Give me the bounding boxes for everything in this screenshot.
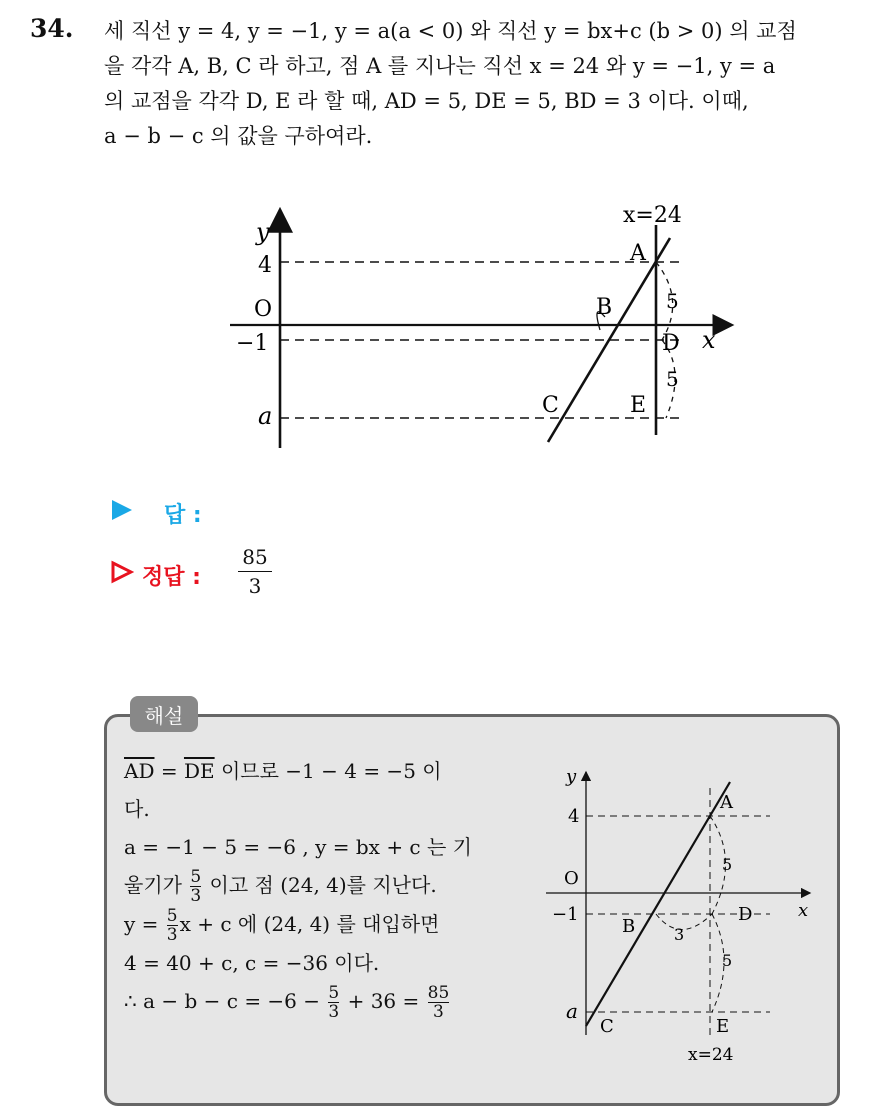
question-line: a − b − c 의 값을 구하여라.	[104, 124, 373, 148]
question-line: 세 직선 y = 4, y = −1, y = a(a < 0) 와 직선 y = bx+c (b > 0) 의 교점	[104, 19, 797, 43]
explanation-line: 4 = 40 + c, c = −36 이다.	[124, 951, 380, 975]
label-B: B	[596, 295, 613, 320]
question-text	[104, 14, 864, 154]
correct-answer-value	[238, 545, 272, 598]
fraction-numerator: 5	[190, 867, 202, 887]
explanation-line: 다.	[124, 797, 150, 821]
explanation-fragment: x + c 에 (24, 4) 를 대입하면	[179, 912, 440, 936]
label-E: E	[716, 1016, 730, 1037]
explanation-fragment: 이므로 −1 − 4 = −5 이	[214, 759, 442, 783]
explanation-line	[124, 982, 524, 1021]
explanation-text	[124, 752, 524, 1021]
fraction	[328, 984, 339, 1021]
answer-row	[110, 498, 202, 529]
label-o: O	[254, 297, 273, 322]
label-xline: x=24	[623, 203, 682, 228]
label-C: C	[542, 393, 559, 418]
fraction-denominator: 3	[166, 925, 178, 945]
fraction-numerator: 85	[427, 983, 450, 1003]
label-C: C	[600, 1016, 614, 1037]
label-A: A	[720, 792, 733, 813]
fraction	[167, 907, 178, 944]
label-B: B	[622, 916, 636, 937]
explanation-figure	[540, 760, 830, 1070]
question-line: 을 각각 A, B, C 라 하고, 점 A 를 지나는 직선 x = 24 와 y = −1, y = a	[104, 54, 776, 78]
label-ya: a	[566, 999, 578, 1023]
label-de: 5	[666, 367, 679, 391]
label-x: x	[702, 326, 716, 354]
label-xline: x=24	[688, 1045, 734, 1065]
label-bd: 3	[674, 925, 685, 944]
segment-de: $\overline{DE}$	[183, 759, 215, 783]
label-A: A	[630, 241, 646, 266]
fraction	[190, 868, 201, 905]
explanation-line	[124, 866, 524, 905]
label-y4: 4	[568, 806, 580, 827]
fraction-denominator: 3	[248, 574, 262, 598]
label-D: D	[738, 904, 753, 925]
explanation-fragment: y =	[124, 912, 165, 936]
explanation-fragment: 울기가	[124, 873, 189, 897]
fraction-numerator: 5	[328, 983, 340, 1003]
question-number: 34.	[30, 14, 74, 43]
label-ym1: −1	[552, 904, 579, 925]
correct-answer-row	[110, 560, 201, 591]
answer-label: 답 :	[164, 503, 202, 528]
label-de: 5	[722, 951, 733, 970]
equals: =	[154, 759, 184, 783]
label-ya: a	[258, 402, 273, 430]
fraction-numerator: 85	[242, 545, 268, 569]
explanation-line	[124, 905, 524, 944]
fraction-denominator: 3	[190, 886, 202, 906]
explanation-tab: 해설	[130, 696, 198, 732]
fraction	[428, 984, 450, 1021]
explanation-fragment: 이고 점 (24, 4)를 지난다.	[203, 873, 437, 897]
outline-triangle-icon	[110, 560, 134, 590]
label-y: y	[256, 218, 270, 246]
label-y4: 4	[258, 253, 272, 278]
segment-ad: $\overline{AD}$	[124, 759, 155, 783]
explanation-fragment: ∴ a − b − c = −6 −	[124, 989, 327, 1013]
label-E: E	[630, 393, 647, 418]
label-ym1: −1	[236, 331, 269, 356]
label-ad: 5	[666, 289, 679, 313]
explanation-line: a = −1 − 5 = −6 , y = bx + c 는 기	[124, 835, 472, 859]
fraction-denominator: 3	[328, 1002, 340, 1022]
explanation-fragment: + 36 =	[341, 989, 426, 1013]
label-D: D	[662, 331, 680, 356]
correct-answer-label: 정답 :	[142, 565, 201, 590]
explanation-line	[124, 752, 524, 790]
filled-triangle-icon	[110, 498, 134, 528]
problem-figure	[200, 190, 740, 460]
label-x: x	[798, 900, 809, 921]
label-ad: 5	[722, 855, 733, 874]
line-bx-c	[586, 782, 733, 1026]
question-line: 의 교점을 각각 D, E 라 할 때, AD = 5, DE = 5, BD = 3 이다. 이때,	[104, 89, 749, 113]
fraction-numerator: 5	[166, 906, 178, 926]
fraction-denominator: 3	[428, 1002, 450, 1021]
label-o: O	[564, 868, 579, 889]
label-y: y	[566, 766, 577, 787]
